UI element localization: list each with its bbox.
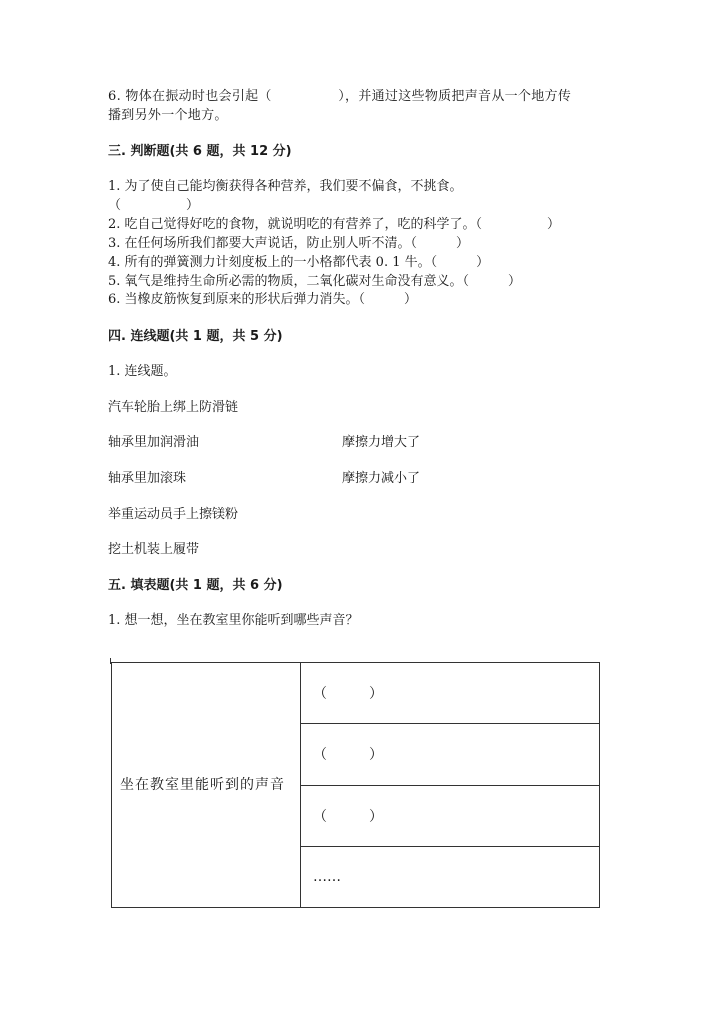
matching-question: 1. 连线题。 bbox=[108, 364, 177, 379]
table-blank-3[interactable]: （ ） bbox=[301, 785, 600, 846]
sounds-table bbox=[111, 662, 600, 908]
table-ellipsis-cell: …… bbox=[301, 846, 600, 907]
matching-left-item-1: 汽车轮胎上绑上防滑链 bbox=[108, 400, 239, 415]
judge-item-1-blank: （ ） bbox=[108, 198, 200, 213]
matching-left-item-3: 轴承里加滚珠 bbox=[108, 471, 187, 486]
matching-right-item-1: 摩擦力增大了 bbox=[342, 435, 421, 450]
section-5-heading: 五. 填表题(共 1 题，共 6 分) bbox=[108, 578, 283, 593]
table-question: 1. 想一想，坐在教室里你能听到哪些声音？ bbox=[108, 613, 359, 628]
section-3-heading: 三. 判断题(共 6 题，共 12 分) bbox=[108, 144, 292, 159]
judge-item-3: 3. 在任何场所我们都要大声说话，防止别人听不清。（ ） bbox=[108, 236, 470, 251]
section-4-heading: 四. 连线题(共 1 题，共 5 分) bbox=[108, 329, 283, 344]
table-label-cell: 坐在教室里能听到的声音 bbox=[112, 663, 301, 908]
fill-question-6-line-2: 播到另外一个地方。 bbox=[108, 108, 228, 123]
judge-item-1: 1. 为了使自己能均衡获得各种营养，我们要不偏食，不挑食。 bbox=[108, 179, 463, 194]
table-blank-1[interactable]: （ ） bbox=[301, 663, 600, 724]
judge-item-4: 4. 所有的弹簧测力计刻度板上的一小格都代表 0. 1 牛。（ ） bbox=[108, 255, 490, 270]
table-blank-2[interactable]: （ ） bbox=[301, 724, 600, 785]
fill-question-6-line-1: 6. 物体在振动时也会引起（ ），并通过这些物质把声音从一个地方传 bbox=[108, 89, 572, 104]
matching-left-item-5: 挖土机装上履带 bbox=[108, 542, 200, 557]
matching-left-item-4: 举重运动员手上擦镁粉 bbox=[108, 507, 239, 522]
matching-right-item-2: 摩擦力减小了 bbox=[342, 471, 421, 486]
matching-left-item-2: 轴承里加润滑油 bbox=[108, 435, 200, 450]
judge-item-5: 5. 氧气是维持生命所必需的物质，二氧化碳对生命没有意义。（ ） bbox=[108, 274, 522, 289]
judge-item-6: 6. 当橡皮筋恢复到原来的形状后弹力消失。（ ） bbox=[108, 292, 418, 307]
judge-item-2: 2. 吃自己觉得好吃的食物，就说明吃的有营养了，吃的科学了。（ ） bbox=[108, 217, 561, 232]
